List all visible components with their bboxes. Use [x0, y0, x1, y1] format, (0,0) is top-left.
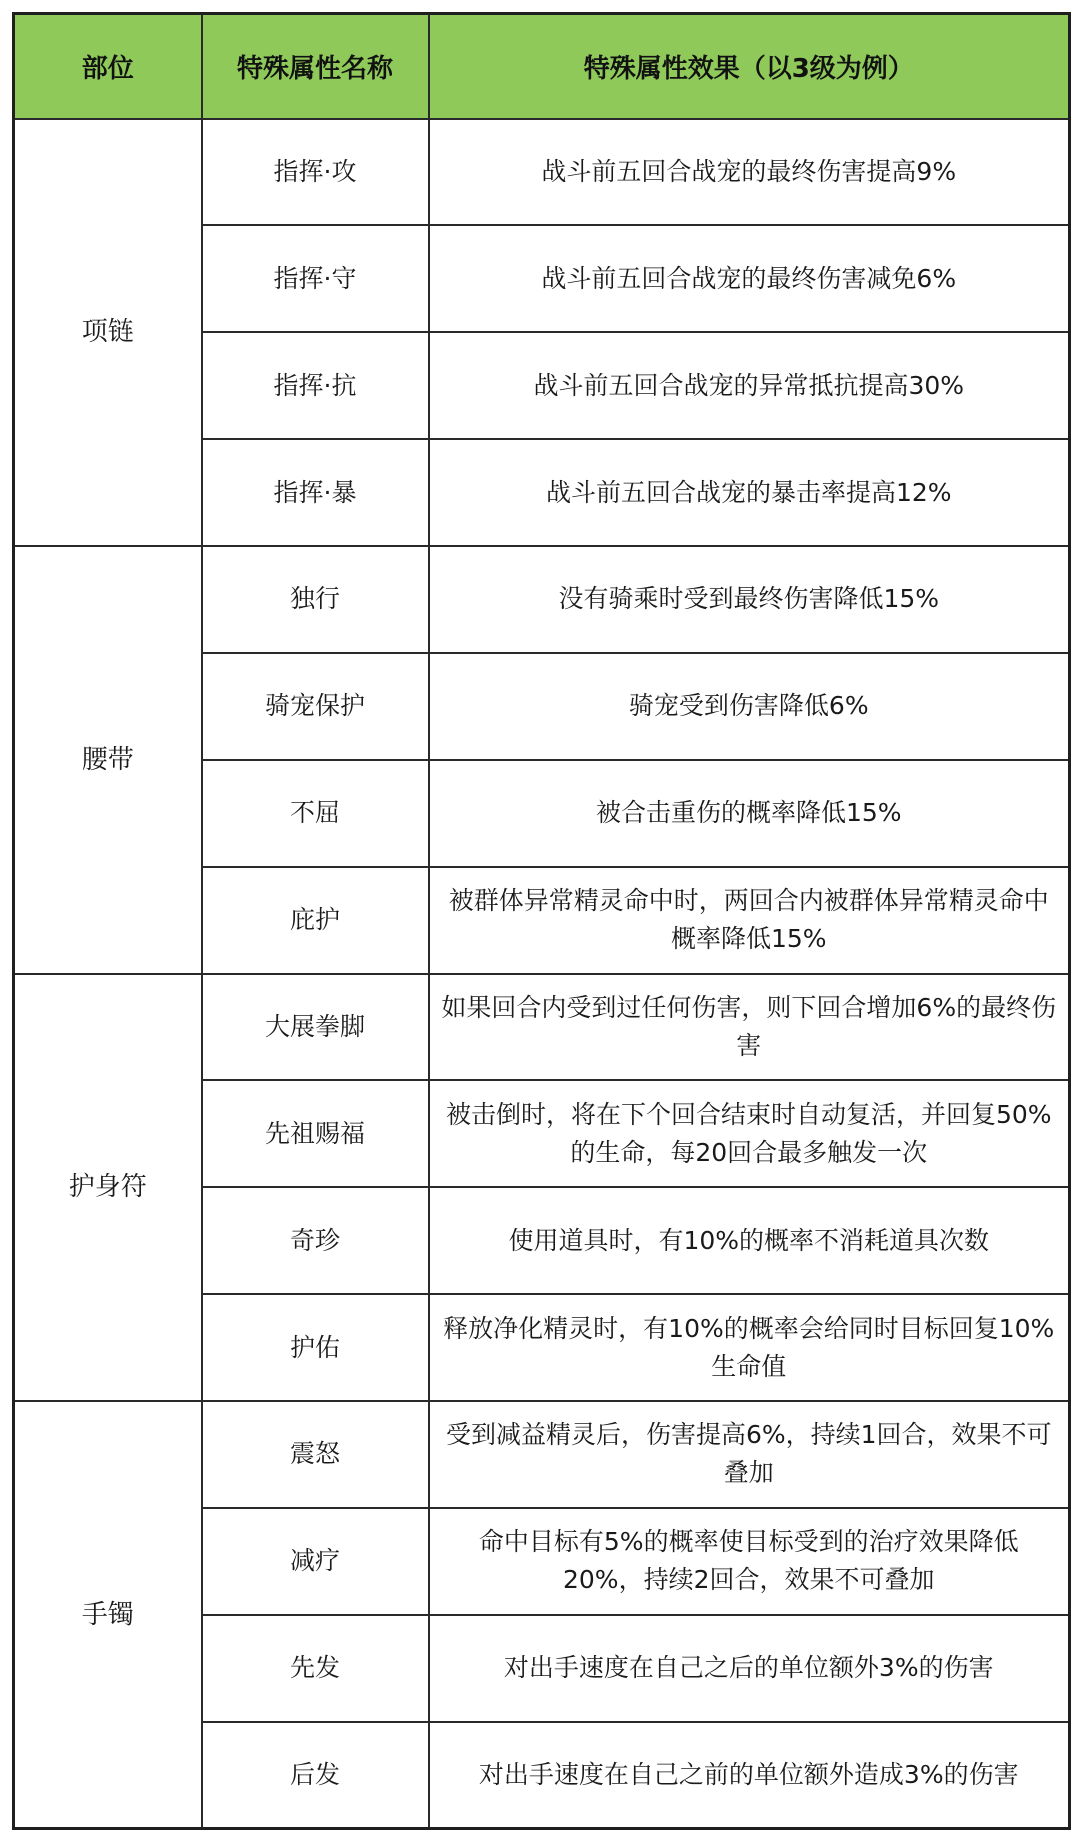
attribute-name-cell: 指挥·攻	[202, 119, 429, 226]
attribute-name-cell: 先发	[202, 1615, 429, 1722]
attribute-effect-cell: 战斗前五回合战宠的异常抵抗提高30%	[429, 332, 1070, 439]
attribute-name-cell: 奇珍	[202, 1187, 429, 1294]
attribute-effect-cell: 战斗前五回合战宠的暴击率提高12%	[429, 439, 1070, 546]
attribute-name-cell: 后发	[202, 1722, 429, 1829]
attribute-name-cell: 指挥·暴	[202, 439, 429, 546]
attribute-effect-cell: 骑宠受到伤害降低6%	[429, 653, 1070, 760]
attribute-name-cell: 震怒	[202, 1401, 429, 1508]
attribute-effect-cell: 如果回合内受到过任何伤害，则下回合增加6%的最终伤害	[429, 974, 1070, 1081]
table-row	[14, 119, 1070, 226]
part-cell: 护身符	[14, 974, 202, 1402]
header-name: 特殊属性名称	[202, 14, 429, 119]
header-row	[14, 14, 1070, 119]
attribute-name-cell: 减疗	[202, 1508, 429, 1615]
attribute-name-cell: 先祖赐福	[202, 1080, 429, 1187]
attribute-effect-cell: 命中目标有5%的概率使目标受到的治疗效果降低20%，持续2回合，效果不可叠加	[429, 1508, 1070, 1615]
attribute-effect-cell: 战斗前五回合战宠的最终伤害减免6%	[429, 225, 1070, 332]
attribute-name-cell: 庇护	[202, 867, 429, 974]
attribute-table	[12, 12, 1071, 1830]
attribute-effect-cell: 战斗前五回合战宠的最终伤害提高9%	[429, 119, 1070, 226]
attribute-effect-cell: 被击倒时，将在下个回合结束时自动复活，并回复50%的生命，每20回合最多触发一次	[429, 1080, 1070, 1187]
part-cell: 项链	[14, 119, 202, 547]
attribute-effect-cell: 被群体异常精灵命中时，两回合内被群体异常精灵命中概率降低15%	[429, 867, 1070, 974]
attribute-name-cell: 骑宠保护	[202, 653, 429, 760]
attribute-effect-cell: 对出手速度在自己之前的单位额外造成3%的伤害	[429, 1722, 1070, 1829]
part-cell: 腰带	[14, 546, 202, 974]
attribute-effect-cell: 被合击重伤的概率降低15%	[429, 760, 1070, 867]
attribute-name-cell: 不屈	[202, 760, 429, 867]
attribute-name-cell: 独行	[202, 546, 429, 653]
header-effect: 特殊属性效果（以3级为例）	[429, 14, 1070, 119]
attribute-name-cell: 指挥·抗	[202, 332, 429, 439]
table-body	[14, 119, 1070, 1829]
table-row	[14, 974, 1070, 1081]
attribute-effect-cell: 对出手速度在自己之后的单位额外3%的伤害	[429, 1615, 1070, 1722]
attribute-effect-cell: 受到减益精灵后，伤害提高6%，持续1回合，效果不可叠加	[429, 1401, 1070, 1508]
table-row	[14, 546, 1070, 653]
header-part: 部位	[14, 14, 202, 119]
attribute-effect-cell: 使用道具时，有10%的概率不消耗道具次数	[429, 1187, 1070, 1294]
part-cell: 手镯	[14, 1401, 202, 1829]
table-row	[14, 1401, 1070, 1508]
attribute-effect-cell: 释放净化精灵时，有10%的概率会给同时目标回复10%生命值	[429, 1294, 1070, 1401]
attribute-name-cell: 护佑	[202, 1294, 429, 1401]
attribute-name-cell: 指挥·守	[202, 225, 429, 332]
attribute-name-cell: 大展拳脚	[202, 974, 429, 1081]
attribute-effect-cell: 没有骑乘时受到最终伤害降低15%	[429, 546, 1070, 653]
